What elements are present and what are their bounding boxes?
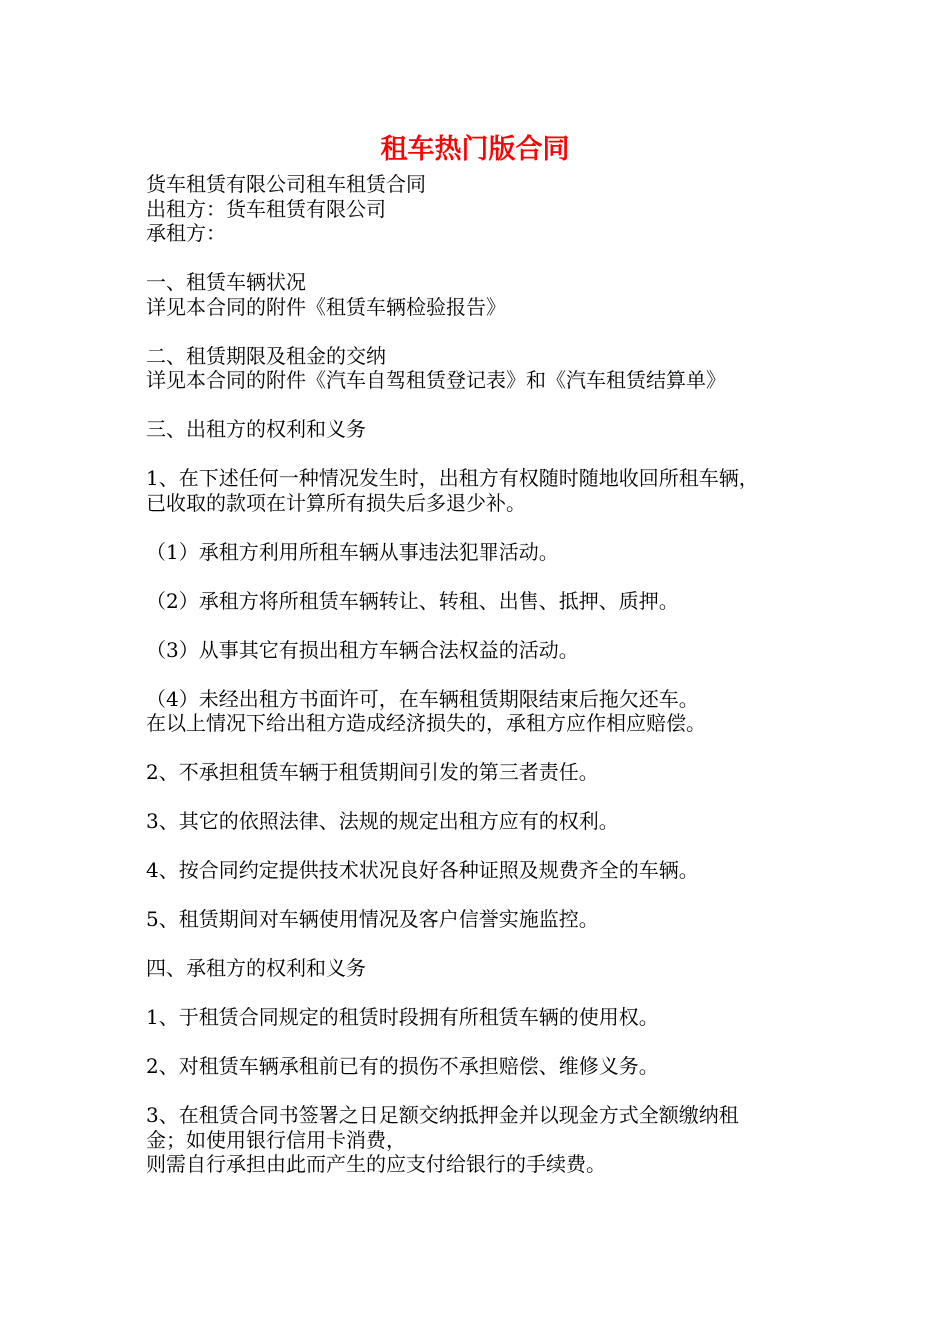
text-line: （2）承租方将所租赁车辆转让、转租、出售、抵押、质押。 xyxy=(146,588,679,613)
blank-line xyxy=(146,932,826,957)
blank-line xyxy=(146,1030,826,1055)
document-body xyxy=(146,172,826,1177)
text-line: 在以上情况下给出租方造成经济损失的，承租方应作相应赔偿。 xyxy=(146,711,706,735)
text-line: 已收取的款项在计算所有损失后多退少补。 xyxy=(146,490,526,515)
blank-line xyxy=(146,736,826,761)
text-line: 则需自行承担由此而产生的应支付给银行的手续费。 xyxy=(146,1152,606,1176)
text-line: 5、租赁期间对车辆使用情况及客户信誉实施监控。 xyxy=(146,907,599,931)
text-line: 1、于租赁合同规定的租赁时段拥有所租赁车辆的使用权。 xyxy=(146,1005,659,1029)
text-line: （3）从事其它有损出租方车辆合法权益的活动。 xyxy=(146,637,579,662)
blank-line xyxy=(146,1079,826,1104)
text-line: 三、出租方的权利和义务 xyxy=(146,417,366,441)
blank-line xyxy=(146,981,826,1006)
text-line: 详见本合同的附件《租赁车辆检验报告》 xyxy=(146,294,506,319)
document-title: 租车热门版合同 xyxy=(380,134,570,165)
blank-line xyxy=(146,613,826,638)
text-line: 3、在租赁合同书签署之日足额交纳抵押金并以现金方式全额缴纳租 xyxy=(146,1103,739,1127)
text-line: 货车租赁有限公司租车租赁合同 xyxy=(146,172,426,196)
blank-line xyxy=(146,515,826,540)
blank-line xyxy=(146,246,826,271)
text-line: 承租方： xyxy=(146,221,226,245)
blank-line xyxy=(146,785,826,810)
blank-line xyxy=(146,442,826,467)
text-line: （4）未经出租方书面许可，在车辆租赁期限结束后拖欠还车。 xyxy=(146,686,699,711)
text-line: 四、承租方的权利和义务 xyxy=(146,956,366,980)
text-line: 二、租赁期限及租金的交纳 xyxy=(146,343,386,368)
blank-line xyxy=(146,393,826,418)
text-line: 金；如使用银行信用卡消费， xyxy=(146,1127,406,1152)
blank-line xyxy=(146,834,826,859)
text-line: 一、租赁车辆状况 xyxy=(146,270,306,294)
text-line: （1）承租方利用所租车辆从事违法犯罪活动。 xyxy=(146,539,559,564)
blank-line xyxy=(146,883,826,908)
text-line: 2、不承担租赁车辆于租赁期间引发的第三者责任。 xyxy=(146,760,599,784)
blank-line xyxy=(146,319,826,344)
text-line: 4、按合同约定提供技术状况良好各种证照及规费齐全的车辆。 xyxy=(146,858,699,882)
text-line: 3、其它的依照法律、法规的规定出租方应有的权利。 xyxy=(146,809,619,833)
text-line: 出租方：货车租赁有限公司 xyxy=(146,196,386,221)
text-line: 详见本合同的附件《汽车自驾租赁登记表》和《汽车租赁结算单》 xyxy=(146,368,726,392)
text-line: 2、对租赁车辆承租前已有的损伤不承担赔偿、维修义务。 xyxy=(146,1054,659,1078)
text-line: 1、在下述任何一种情况发生时，出租方有权随时随地收回所租车辆， xyxy=(146,466,759,490)
blank-line xyxy=(146,564,826,589)
blank-line xyxy=(146,662,826,687)
